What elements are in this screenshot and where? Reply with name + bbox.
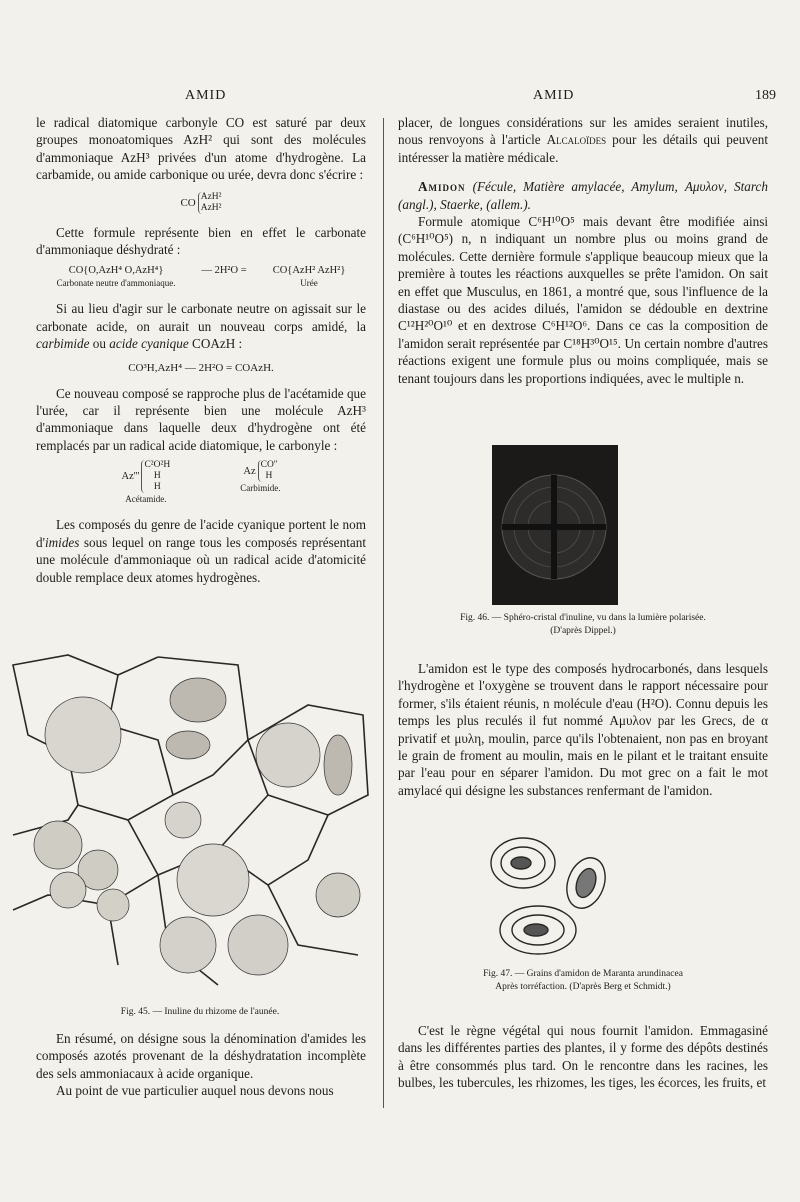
paragraph: Ce nouveau composé se rapproche plus de l'acétamide que l'urée, car il représente bien une molécule AzH³ d'ammoniaque dans laquelle deux d'hydrogène ont été remplacés par un radical acide diatomique, le carbonyle : (36, 385, 366, 453)
formula-brace (198, 192, 222, 214)
formula-cell (57, 264, 176, 290)
caption-line: (D'après Dippel.) (550, 626, 616, 636)
formula-term: CO{AzH² AzH²} (272, 265, 346, 277)
starch-grains-illustration (478, 825, 668, 960)
formula-label: Acétamide. (125, 494, 167, 505)
left-column (36, 114, 366, 586)
formula-label: Urée (300, 278, 318, 289)
figure-45-caption: Fig. 45. — Inuline du rhizome de l'aunée. (120, 1007, 280, 1017)
inulin-rhizome-illustration (8, 645, 378, 1000)
formula-label: Carbimide. (240, 483, 281, 494)
caption-line: Fig. 46. — Sphéro-cristal d'inuline, vu dans la lumière polarisée. (460, 613, 706, 623)
text-run: COAzH : (188, 336, 243, 352)
paragraph (398, 178, 768, 213)
column-divider (383, 118, 384, 1108)
text-run-italic: acide cyanique (109, 336, 189, 352)
formula-operator: — 2H²O = (201, 265, 247, 277)
text-run-smallcaps: Alcaloïdes (546, 132, 607, 148)
text-run: placer, de longues considérations sur les amides seraient inutiles, nous renvoyons à l'article (398, 115, 768, 148)
page-number: 189 (755, 88, 776, 103)
paragraph (36, 300, 366, 352)
entry-heading: Amidon (418, 179, 466, 195)
formula-term: CO'' (260, 460, 278, 471)
paragraph: le radical diatomique carbonyle CO est saturé par deux groupes monoatomiques AzH² qui sont des molécules d'ammoniaque AzH³ privées d'un atome d'hydrogène. La carbamide, ou amide carbonique ou urée, devra donc s'écrire : (36, 115, 366, 183)
formula-term: H (153, 471, 161, 482)
paragraph: C'est le règne végétal qui nous fournit l'amidon. Emmagasiné dans les différentes parties des plantes, il y forme des dépôts destinés à être consommés plus tard. On le rencontre dans les racines, les bulbes, les tubercules, les rhizomes, les tiges, les écorces, les fruits, et (398, 1023, 768, 1091)
formula-cell (122, 460, 171, 506)
formula-cyanic: CO³H,AzH⁴ — 2H²O = COAzH. (128, 361, 274, 374)
text-run-italic: imides (44, 534, 80, 550)
formula-term: AzH² (200, 191, 222, 202)
caption-line: Fig. 47. — Grains d'amidon de Maranta arundinacea (483, 969, 683, 979)
formula-root: Az''' (121, 471, 140, 483)
formula-root: CO (180, 196, 196, 209)
figure-47-caption (398, 968, 768, 994)
formula-imides (36, 460, 366, 506)
text-run: sous lequel on range tous les composés représentant une molécule d'ammoniaque où un radical acide d'atomicité double remplace deux atomes hydrogènes. (36, 534, 366, 585)
paragraph (398, 114, 768, 166)
formula-term: H (153, 482, 161, 493)
caption-line: Après torréfaction. (D'après Berg et Schmidt.) (495, 982, 671, 992)
formula-brace (258, 460, 278, 482)
formula-term: H (265, 471, 273, 482)
formula-urea (36, 192, 366, 214)
formula-term: CO{O,AzH⁴ O,AzH⁴} (68, 265, 164, 277)
paragraph: Au point de vue particulier auquel nous devons nous (56, 1083, 334, 1099)
paragraph: L'amidon est le type des composés hydrocarbonés, dans lesquels l'hydrogène et l'oxygène se trouvent dans le rapport nécessaire pour former, s'ils étaient réunis, n molécule d'eau (H²O). Connu depuis les temps les plus reculés il fut nommé Αμυλον par les Grecs, de α privatif et μυλη, moulin, parce qu'ils l'obtenaient, non pas en broyant le grain de froment au moulin, mais en le pilant et le traitant ensuite par l'eau pour en séparer l'amidon. Du mot grec on a fait le mot amylacé qui désigne les substances renfermant de l'amidon. (398, 661, 768, 798)
text-run: pour les détails qui peuvent intéresser la matière médicale. (398, 132, 768, 165)
spherocrystal-illustration (492, 445, 618, 605)
running-head-right: AMID (533, 88, 575, 103)
paragraph: Cette formule représente bien en effet le carbonate d'ammoniaque déshydraté : (36, 224, 366, 258)
right-column-bottom (398, 1022, 768, 1092)
paragraph (36, 516, 366, 586)
formula-term: AzH² (200, 202, 222, 213)
entry-synonyms: (Fécule, Matière amylacée, Amylum, Αμυλον, Starch (angl.), Staerke, (allem.). (398, 179, 768, 212)
formula-label: Carbonate neutre d'ammoniaque. (56, 278, 176, 289)
running-head-left: AMID (185, 88, 227, 103)
right-column-middle (398, 660, 768, 799)
text-run: Les composés du genre de l'acide cyanique portent le nom d' (36, 517, 366, 550)
text-run: ou (89, 336, 110, 352)
text-run-italic: carbimide (36, 336, 90, 352)
paragraph: En résumé, on désigne sous la dénomination d'amides les composés azotés provenant de la déshydratation incomplète des sels ammoniacaux à acide organique. (36, 1031, 366, 1081)
formula-root: Az (243, 465, 256, 477)
figure-46-caption (398, 612, 768, 638)
formula-term: C²O²H (144, 460, 171, 471)
right-column (398, 114, 768, 387)
text-run: Si au lieu d'agir sur le carbonate neutre on agissait sur le carbonate acide, on aurait un nouveau corps amidé, la (36, 301, 366, 334)
formula-brace (141, 460, 170, 493)
paragraph: Formule atomique C⁶H¹⁰O⁵ mais devant être modifiée ainsi (C⁶H¹⁰O⁵) n, n indiquant un nombre plus ou moins grand de molécules. Cette dernière formule s'applique beaucoup mieux que la première à toutes les réactions auxquelles se prête l'amidon. On sait en effet que Musculus, en 1861, a montré que, sous l'influence de la diastase ou des acides dilués, l'amidon se dédouble en dextrine C¹²H²⁰O¹⁰ et en dextrose C⁶H¹²O⁶. Dans ce cas la composition de l'amidon serait représentée par C¹⁸H³⁰O¹⁵. Un certain nombre d'autres réactions exigent une formule plus ou moins compliquée, mais se tenant toujours dans les proportions indiquées, avec le multiple n. (398, 214, 768, 386)
left-column-bottom (36, 1030, 366, 1100)
formula-carbonate (36, 264, 366, 290)
formula-cell (240, 460, 280, 506)
formula-cell (273, 264, 346, 290)
